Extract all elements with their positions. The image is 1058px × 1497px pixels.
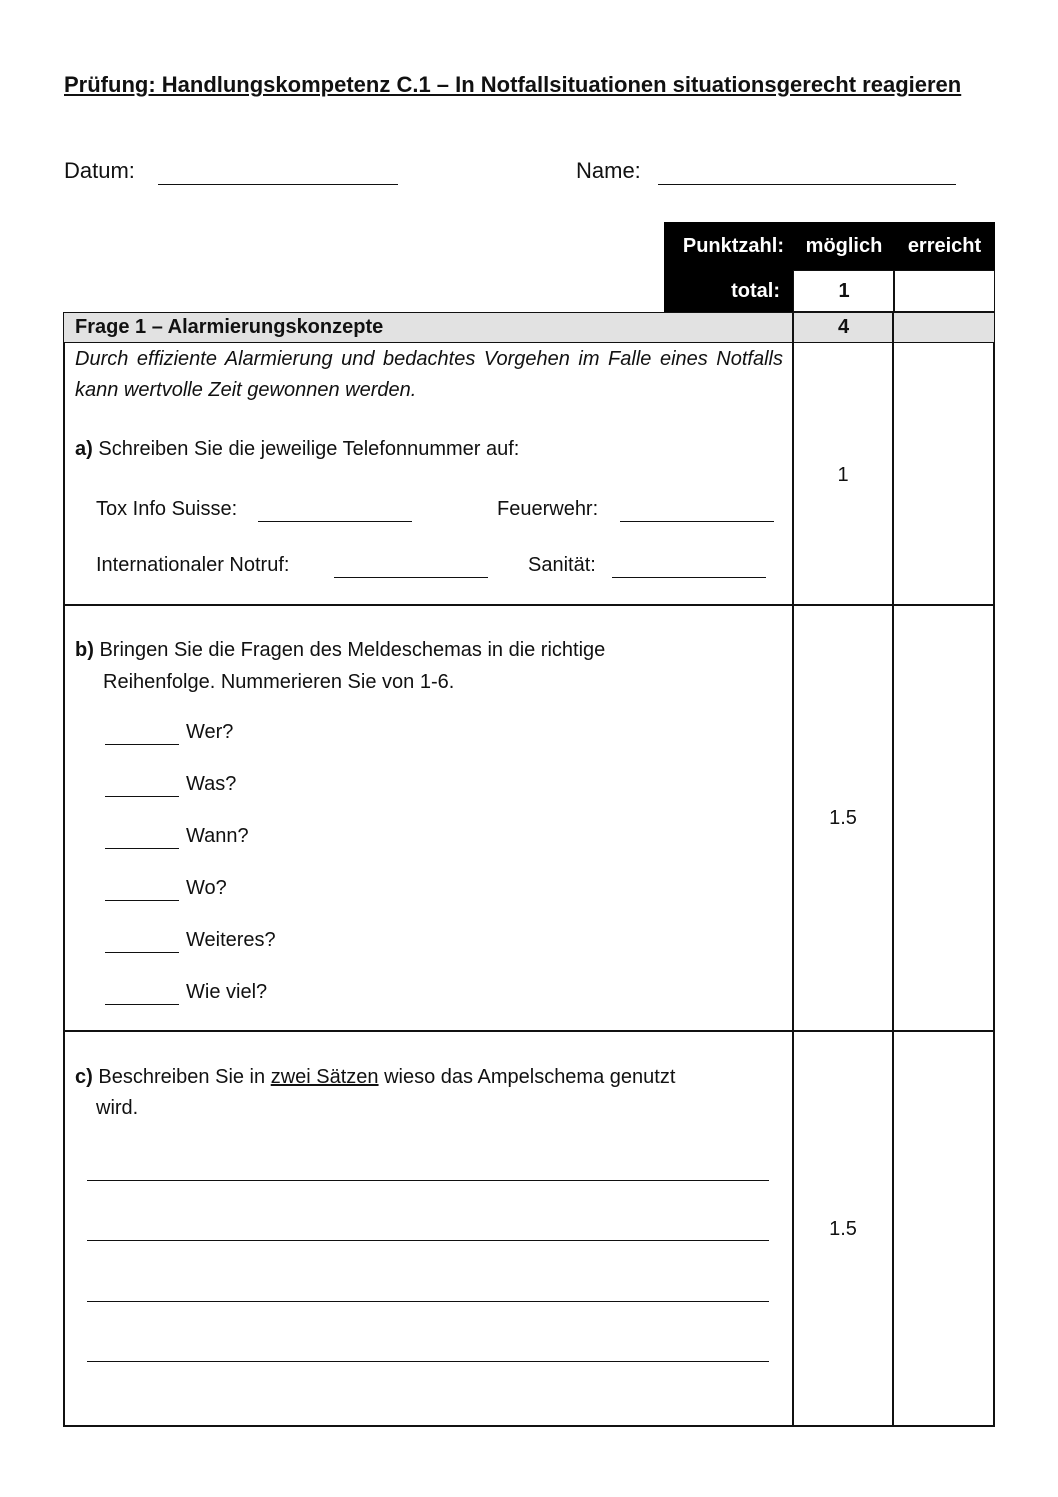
meldeschema-item: Wer? <box>186 721 234 743</box>
order-field[interactable] <box>105 900 179 901</box>
order-field[interactable] <box>105 744 179 745</box>
total-label: total: <box>664 270 794 312</box>
feuerwehr-field[interactable] <box>620 521 774 522</box>
tox-label: Tox Info Suisse: <box>96 498 238 520</box>
sanitaet-label: Sanität: <box>528 554 596 576</box>
table-bottom-border <box>63 1425 995 1427</box>
part-c-text-line2: wird. <box>96 1097 139 1119</box>
part-a-points: 1 <box>837 463 849 486</box>
part-c-achieved[interactable] <box>894 1032 993 1425</box>
part-b-achieved[interactable] <box>894 606 993 1030</box>
punktzahl-label: Punktzahl: <box>664 222 794 270</box>
meldeschema-item: Wie viel? <box>186 981 268 1003</box>
name-label: Name: <box>576 158 641 183</box>
answer-line[interactable] <box>87 1240 769 1241</box>
tox-field[interactable] <box>258 521 412 522</box>
meldeschema-item: Was? <box>186 773 237 795</box>
notruf-label: Internationaler Notruf: <box>96 554 290 576</box>
part-a-achieved[interactable] <box>894 344 993 604</box>
part-b-marker: b) <box>75 639 94 661</box>
answer-line[interactable] <box>87 1301 769 1302</box>
order-field[interactable] <box>105 1004 179 1005</box>
answer-line[interactable] <box>87 1180 769 1181</box>
datum-field[interactable] <box>158 184 398 185</box>
order-field[interactable] <box>105 952 179 953</box>
table-left-border <box>63 343 65 1427</box>
answer-line[interactable] <box>87 1361 769 1362</box>
sanitaet-field[interactable] <box>612 577 766 578</box>
order-field[interactable] <box>105 796 179 797</box>
part-c-points: 1.5 <box>829 1217 857 1240</box>
feuerwehr-label: Feuerwehr: <box>497 498 599 520</box>
part-c-text-before: Beschreiben Sie in <box>98 1066 266 1088</box>
notruf-field[interactable] <box>334 577 488 578</box>
part-c-text-underlined: zwei Sätzen <box>270 1066 379 1088</box>
part-a-marker: a) <box>75 438 93 460</box>
part-a-text: Schreiben Sie die jeweilige Telefonnummer auf: <box>98 438 520 460</box>
total-possible: 1 <box>793 270 895 312</box>
datum-label: Datum: <box>64 158 135 183</box>
erreicht-header: erreicht <box>894 222 995 270</box>
row-divider-a <box>63 604 995 606</box>
part-c-text-after: wieso das Ampelschema genutzt <box>384 1066 676 1088</box>
meldeschema-item: Wo? <box>186 877 227 899</box>
order-field[interactable] <box>105 848 179 849</box>
part-a-question <box>75 438 519 461</box>
meldeschema-item: Weiteres? <box>186 929 276 951</box>
part-c-question <box>75 1066 675 1089</box>
frage1-intro: Durch effiziente Alarmierung und bedachtes Vorgehen im Falle eines Notfalls kann wertvolle Zeit gewonnen werden. <box>75 348 783 401</box>
page-title: Prüfung: Handlungskompetenz C.1 – In Notfallsituationen situationsgerecht reagieren <box>64 72 962 97</box>
frage1-points: 4 <box>837 316 850 338</box>
part-c-marker: c) <box>75 1066 93 1088</box>
part-b-text-line1: Bringen Sie die Fragen des Meldeschemas in die richtige <box>99 639 606 661</box>
total-achieved[interactable] <box>893 270 995 312</box>
table-right-border <box>993 343 995 1427</box>
frage1-title: Frage 1 – Alarmierungskonzepte <box>75 316 384 338</box>
part-b-points: 1.5 <box>829 806 857 829</box>
meldeschema-item: Wann? <box>186 825 249 847</box>
part-b-text-line2: Reihenfolge. Nummerieren Sie von 1-6. <box>103 671 455 693</box>
row-divider-b <box>63 1030 995 1032</box>
name-field[interactable] <box>658 184 956 185</box>
moeglich-header: möglich <box>794 222 894 270</box>
part-b-question <box>75 639 605 662</box>
